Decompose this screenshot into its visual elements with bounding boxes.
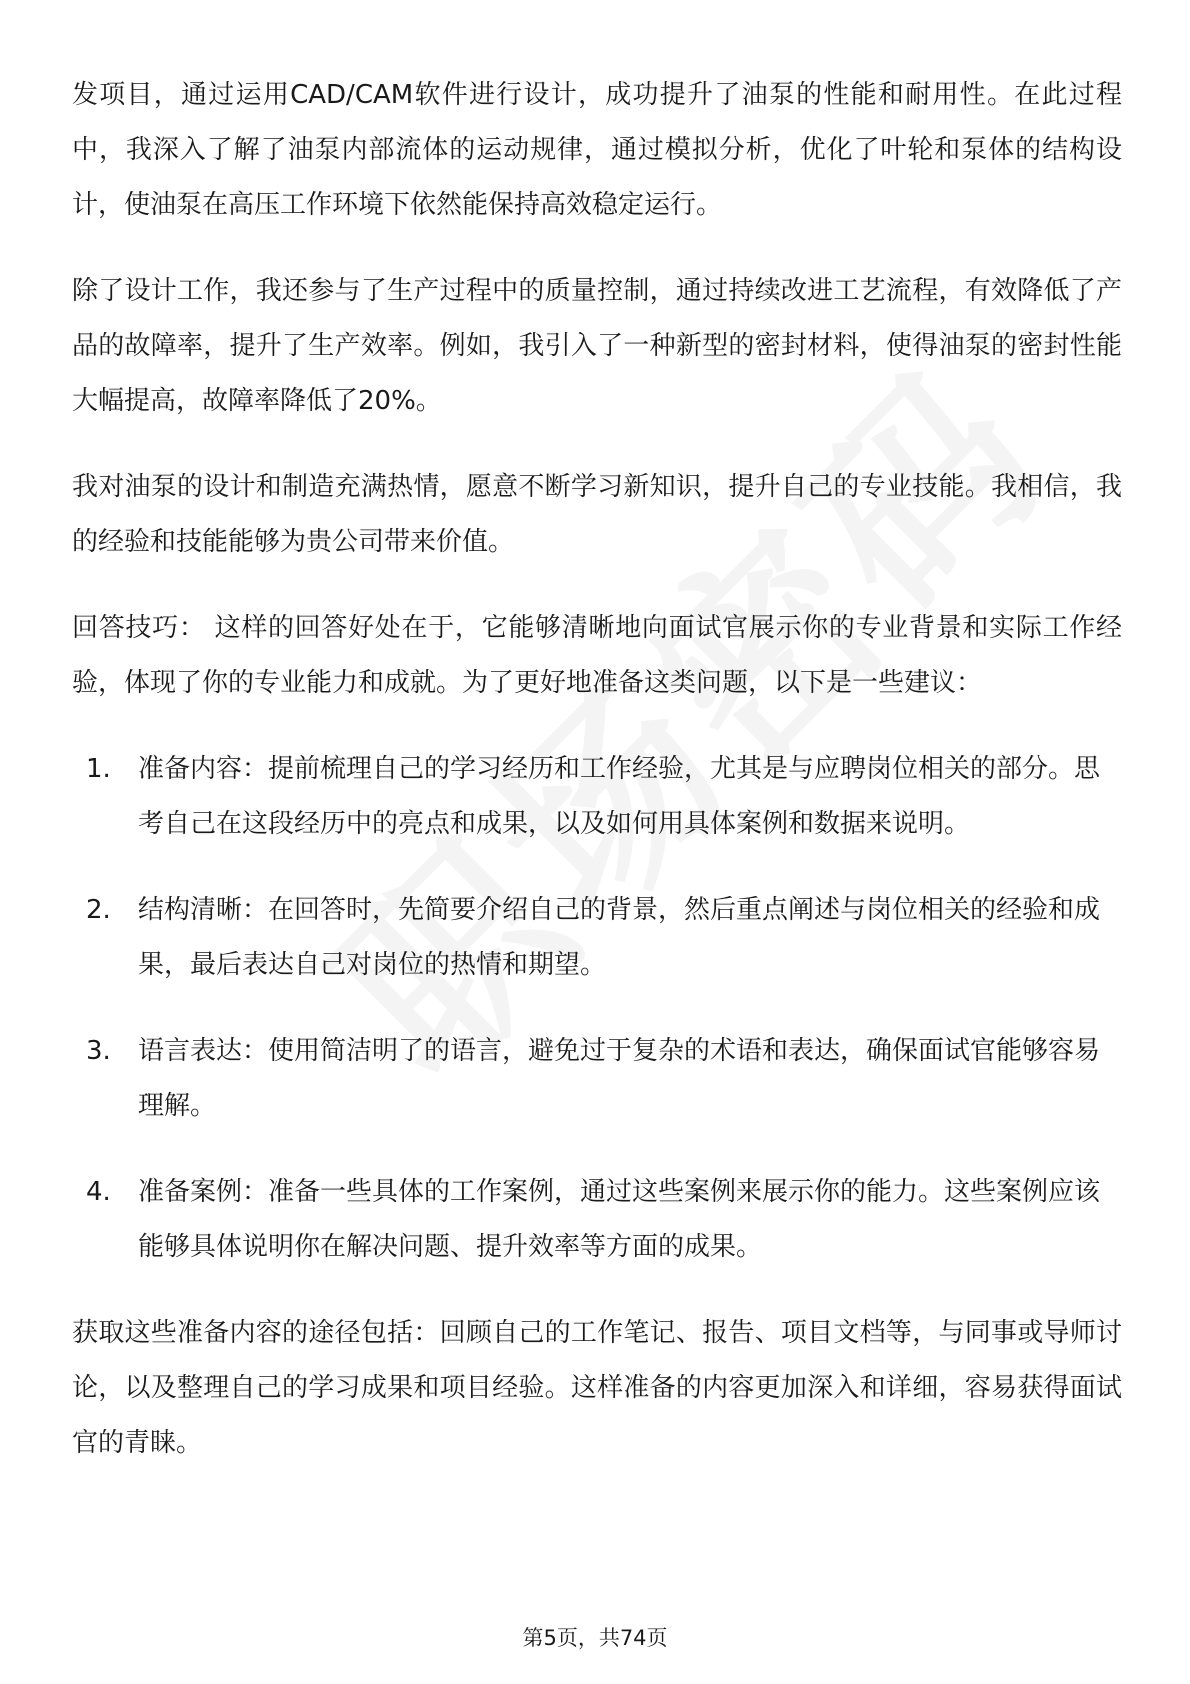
list-item-text: 语言表达：使用简洁明了的语言，避免过于复杂的术语和表达，确保面试官能够容易理解。 (138, 1036, 1101, 1121)
list-item (72, 1024, 1122, 1134)
closing-paragraph: 获取这些准备内容的途径包括：回顾自己的工作笔记、报告、项目文档等，与同事或导师讨论，以及整理自己的学习成果和项目经验。这样准备的内容更加深入和详细，容易获得面试官的青睐。 (72, 1318, 1122, 1458)
paragraph: 除了设计工作，我还参与了生产过程中的质量控制，通过持续改进工艺流程，有效降低了产品的故障率，提升了生产效率。例如，我引入了一种新型的密封材料，使得油泵的密封性能大幅提高，故障率降低了20%。 (72, 276, 1122, 416)
tips-list (72, 742, 1122, 1275)
list-item-number: 1. (86, 754, 111, 784)
paragraph: 发项目，通过运用CAD/CAM软件进行设计，成功提升了油泵的性能和耐用性。在此过程中，我深入了解了油泵内部流体的运动规律，通过模拟分析，优化了叶轮和泵体的结构设计，使油泵在高压工作环境下依然能保持高效稳定运行。 (72, 80, 1122, 220)
answer-tips-paragraph: 回答技巧： 这样的回答好处在于，它能够清晰地向面试官展示你的专业背景和实际工作经验，体现了你的专业能力和成就。为了更好地准备这类问题，以下是一些建议： (72, 613, 1122, 698)
page-number: 第5页，共74页 (522, 1626, 668, 1650)
paragraph: 我对油泵的设计和制造充满热情，愿意不断学习新知识，提升自己的专业技能。我相信，我的经验和技能能够为贵公司带来价值。 (72, 472, 1122, 557)
list-item (72, 883, 1122, 993)
list-item-text: 准备案例：准备一些具体的工作案例，通过这些案例来展示你的能力。这些案例应该能够具体说明你在解决问题、提升效率等方面的成果。 (138, 1177, 1101, 1262)
main-content (72, 68, 1122, 1502)
list-item-text: 准备内容：提前梳理自己的学习经历和工作经验，尤其是与应聘岗位相关的部分。思考自己在这段经历中的亮点和成果，以及如何用具体案例和数据来说明。 (138, 754, 1101, 839)
list-item-number: 4. (86, 1177, 111, 1207)
list-item (72, 1165, 1122, 1275)
list-item (72, 742, 1122, 852)
list-item-number: 3. (86, 1036, 111, 1066)
list-item-text: 结构清晰：在回答时，先简要介绍自己的背景，然后重点阐述与岗位相关的经验和成果，最后表达自己对岗位的热情和期望。 (138, 895, 1101, 980)
list-item-number: 2. (86, 895, 111, 925)
